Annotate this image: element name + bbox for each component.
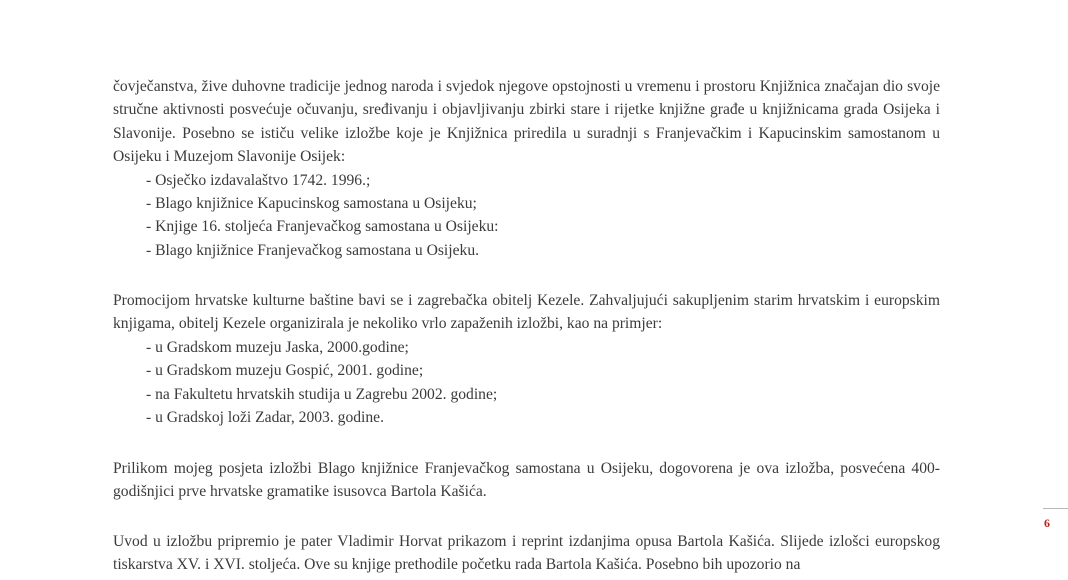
page-number-rule bbox=[1043, 508, 1068, 509]
list-item: - u Gradskoj loži Zadar, 2003. godine. bbox=[146, 409, 384, 427]
section-visit bbox=[113, 457, 940, 504]
list-item: - Knjige 16. stoljeća Franjevačkog samostana u Osijeku: bbox=[146, 218, 499, 236]
page-number: 6 bbox=[1044, 516, 1050, 530]
paragraph-visit: Prilikom mojeg posjeta izložbi Blago knjižnice Franjevačkog samostana u Osijeku, dogovorena je ova izložba, posvećena 400-godišnjici prve hrvatske gramatike isusovca Bartola Kašića. bbox=[113, 460, 940, 501]
section-kezele-family bbox=[113, 289, 940, 429]
list-item: - Osječko izdavalaštvo 1742. 1996.; bbox=[146, 171, 371, 189]
list-item: - u Gradskom muzeju Jaska, 2000.godine; bbox=[146, 338, 409, 356]
section-introduction bbox=[113, 530, 940, 577]
paragraph-library-activities: čovječanstva, žive duhovne tradicije jednog naroda i svjedok njegove opstojnosti u vremenu i prostoru Knjižnica značajan dio svoje stručne aktivnosti posvećuje očuvanju, sređivanju i objavljivanju zbirki stare i rijetke knjižne građe u knjižnicama grada Osijeka i Slavonije. Posebno se ističu velike izložbe koje je Knjižnica priredila u suradnji s Franjevačkim i Kapucinskim samostanom u Osijeku i Muzejom Slavonije Osijek: bbox=[113, 78, 940, 166]
kezele-exhibition-list bbox=[113, 336, 940, 430]
list-item: - Blago knjižnice Franjevačkog samostana u Osijeku. bbox=[146, 241, 480, 259]
list-item: - Blago knjižnice Kapucinskog samostana u Osijeku; bbox=[146, 195, 477, 213]
paragraph-kezele: Promocijom hrvatske kulturne baštine bavi se i zagrebačka obitelj Kezele. Zahvaljujući sakupljenim starim hrvatskim i europskim knjigama, obitelj Kezele organizirala je nekoliko vrlo zapaženih izložbi, kao na primjer: bbox=[113, 292, 940, 333]
paragraph-introduction: Uvod u izložbu pripremio je pater Vladimir Horvat prikazom i reprint izdanjima opusa Bartola Kašića. Slijede izlošci europskog tiskarstva XV. i XVI. stoljeća. Ove su knjige prethodile početku rada Bartola Kašića. Posebno bih upozorio na bbox=[113, 533, 940, 574]
list-item: - na Fakultetu hrvatskih studija u Zagrebu 2002. godine; bbox=[146, 385, 498, 403]
section-libraries bbox=[113, 75, 940, 262]
list-item: - u Gradskom muzeju Gospić, 2001. godine; bbox=[146, 362, 424, 380]
exhibition-list bbox=[113, 169, 940, 263]
